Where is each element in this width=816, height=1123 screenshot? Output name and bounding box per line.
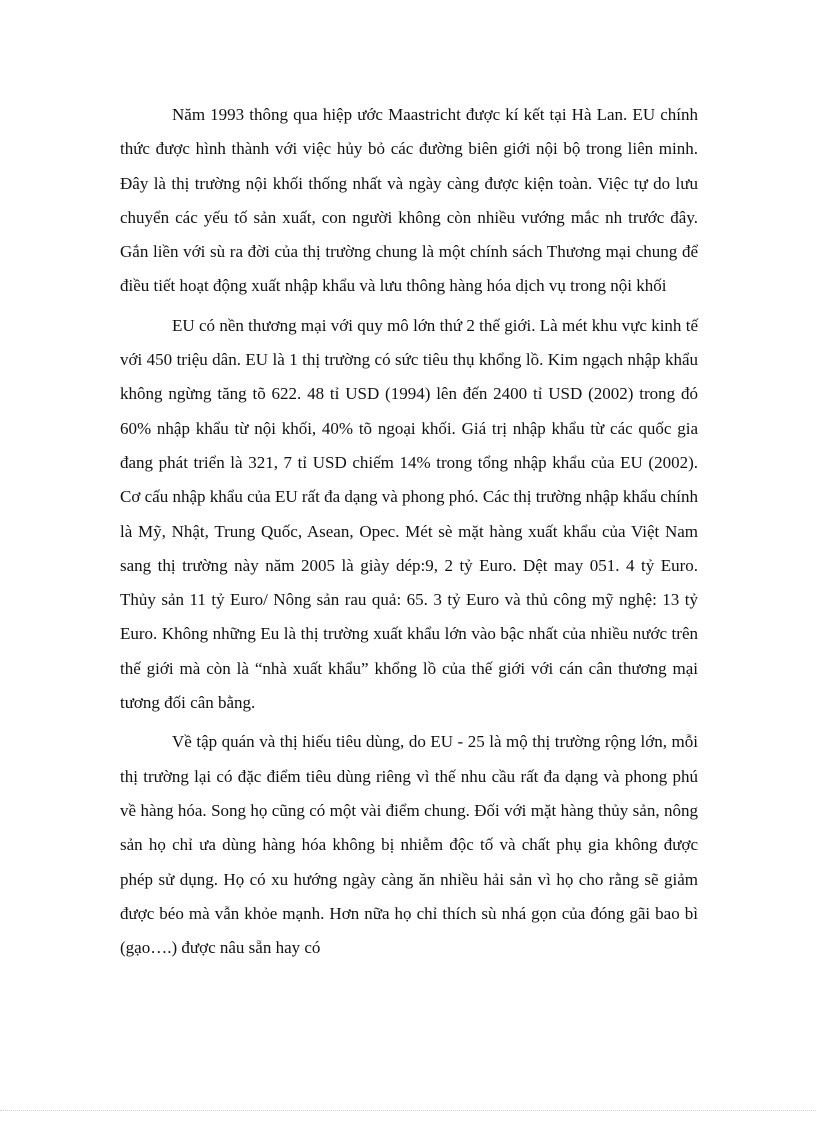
paragraph-eu-formation: Năm 1993 thông qua hiệp ước Maastricht được kí kết tại Hà Lan. EU chính thức được hình thành với việc hủy bỏ các đường biên giới nội bộ trong liên minh. Đây là thị trường nội khối thống nhất và ngày càng được kiện toàn. Việc tự do lưu chuyển các yếu tố sản xuất, con người không còn nhiều vướng mắc nh trước đây. Gắn liền với sù ra đời của thị trường chung là một chính sách Thương mại chung để điều tiết hoạt động xuất nhập khẩu và lưu thông hàng hóa dịch vụ trong nội khối (120, 105, 698, 296)
document-body (120, 98, 698, 970)
paragraph-eu-trade: EU có nền thương mại với quy mô lớn thứ 2 thế giới. Là mét khu vực kinh tế với 450 triệu dân. EU là 1 thị trường có sức tiêu thụ khổng lồ. Kim ngạch nhập khẩu không ngừng tăng tõ 622. 48 tỉ USD (1994) lên đến 2400 tỉ USD (2002) trong đó 60% nhập khẩu từ nội khối, 40% tõ ngoại khối. Giá trị nhập khẩu từ các quốc gia đang phát triển là 321, 7 tỉ USD chiếm 14% trong tổng nhập khẩu của EU (2002). Cơ cấu nhập khẩu của EU rất đa dạng và phong phó. Các thị trường nhập khẩu chính là Mỹ, Nhật, Trung Quốc, Asean, Opec. Mét sè mặt hàng xuất khẩu của Việt Nam sang thị trường này năm 2005 là giày dép:9, 2 tỷ Euro. Dệt may 051. 4 tỷ Euro. Thủy sản 11 tỷ Euro/ Nông sản rau quả: 65. 3 tỷ Euro và thủ công mỹ nghệ: 13 tỷ Euro. Không những Eu là thị trường xuất khẩu lớn vào bậc nhất của nhiều nước trên thế giới mà còn là “nhà xuất khẩu” khổng lồ của thế giới với cán cân thương mại tương đối cân bằng. (120, 315, 698, 713)
paragraph-consumer-habits: Về tập quán và thị hiếu tiêu dùng, do EU - 25 là mộ thị trường rộng lớn, mỗi thị trường lại có đặc điểm tiêu dùng riêng vì thế nhu cầu rất đa dạng và phong phú về hàng hóa. Song họ cũng có một vài điểm chung. Đối với mặt hàng thủy sản, nông sản họ chỉ ưa dùng hàng hóa không bị nhiễm độc tố và chất phụ gia không được phép sử dụng. Họ có xu hướng ngày càng ăn nhiều hải sản vì họ cho rằng sẽ giảm được béo mà vẫn khỏe mạnh. Hơn nữa họ chỉ thích sù nhá gọn của đóng gãi bao bì (gạo….) được nâu sẵn hay có (120, 732, 698, 958)
page-bottom-divider (0, 1110, 816, 1111)
